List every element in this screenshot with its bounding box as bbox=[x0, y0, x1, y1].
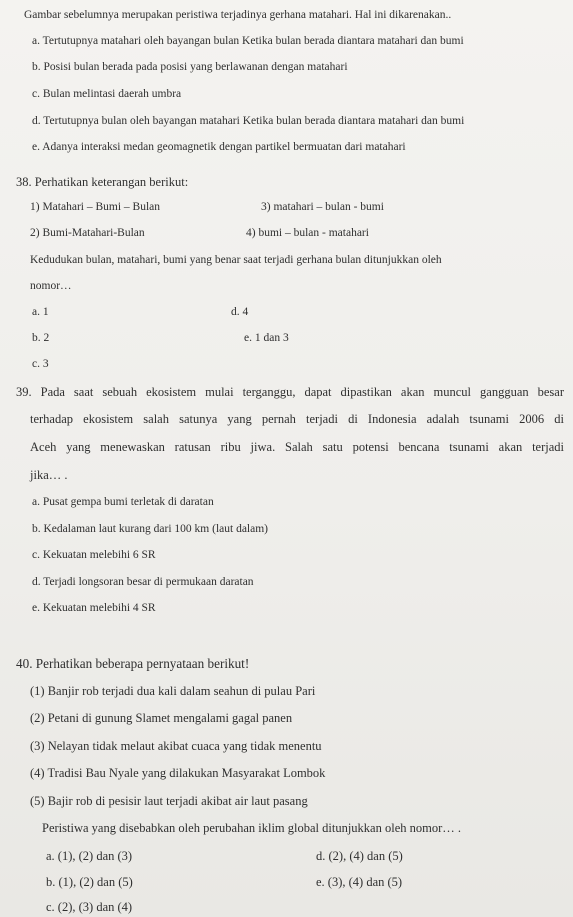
q40-title: 40. Perhatikan beberapa pernyataan berikut! bbox=[16, 656, 250, 671]
intro-option-e: e. Adanya interaksi medan geomagnetik dengan partikel bermuatan dari matahari bbox=[32, 141, 406, 153]
q40-option-e: e. (3), (4) dan (5) bbox=[316, 875, 403, 889]
intro-stem: Gambar sebelumnya merupakan peristiwa terjadinya gerhana matahari. Hal ini dikarenakan.. bbox=[24, 9, 452, 21]
intro-option-b: b. Posisi bulan berada pada posisi yang berlawanan dengan matahari bbox=[32, 61, 348, 73]
q38-option-d: d. 4 bbox=[231, 306, 249, 318]
q40-statement-5: (5) Bajir rob di pesisir laut terjadi akibat air laut pasang bbox=[30, 794, 308, 808]
q38-item-3: 3) matahari – bulan - bumi bbox=[261, 201, 384, 213]
q40-option-a: a. (1), (2) dan (3) bbox=[46, 849, 133, 863]
q38-item-4: 4) bumi – bulan - matahari bbox=[246, 227, 369, 239]
q40-option-c: c. (2), (3) dan (4) bbox=[46, 900, 133, 914]
q38-item-1: 1) Matahari – Bumi – Bulan bbox=[30, 201, 160, 213]
q38-question-line2: nomor… bbox=[30, 280, 72, 292]
q40-option-d: d. (2), (4) dan (5) bbox=[316, 849, 403, 863]
q39-option-c: c. Kekuatan melebihi 6 SR bbox=[32, 549, 156, 561]
q38-item-2: 2) Bumi-Matahari-Bulan bbox=[30, 227, 145, 239]
q39-option-b: b. Kedalaman laut kurang dari 100 km (laut dalam) bbox=[32, 523, 268, 535]
q39-line2: terhadap ekosistem salah satunya yang pernah terjadi di Indonesia adalah tsunami 2006 di bbox=[30, 412, 564, 426]
q40-statement-3: (3) Nelayan tidak melaut akibat cuaca yang tidak menentu bbox=[30, 739, 322, 753]
q39-line1: 39. Pada saat sebuah ekosistem mulai terganggu, dapat dipastikan akan muncul gangguan besar bbox=[16, 385, 564, 399]
intro-option-c: c. Bulan melintasi daerah umbra bbox=[32, 88, 182, 100]
q39-line3: Aceh yang menewaskan ratusan ribu jiwa. Salah satu potensi bencana tsunami akan terjadi bbox=[30, 440, 564, 454]
intro-option-d: d. Tertutupnya bulan oleh bayangan matahari Ketika bulan berada diantara matahari dan bumi bbox=[32, 115, 465, 127]
q38-option-b: b. 2 bbox=[32, 332, 50, 344]
q38-question-line1: Kedudukan bulan, matahari, bumi yang benar saat terjadi gerhana bulan ditunjukkan oleh bbox=[30, 254, 442, 266]
q40-option-b: b. (1), (2) dan (5) bbox=[46, 875, 133, 889]
q40-statement-2: (2) Petani di gunung Slamet mengalami gagal panen bbox=[30, 711, 293, 725]
q39-option-a: a. Pusat gempa bumi terletak di daratan bbox=[32, 496, 214, 508]
q40-statement-4: (4) Tradisi Bau Nyale yang dilakukan Masyarakat Lombok bbox=[30, 766, 326, 780]
q39-line4: jika… . bbox=[30, 468, 68, 482]
q38-title: 38. Perhatikan keterangan berikut: bbox=[16, 175, 189, 189]
q38-option-c: c. 3 bbox=[32, 358, 49, 370]
q40-statement-1: (1) Banjir rob terjadi dua kali dalam seahun di pulau Pari bbox=[30, 684, 316, 698]
intro-option-a: a. Tertutupnya matahari oleh bayangan bulan Ketika bulan berada diantara matahari dan bumi bbox=[32, 35, 464, 47]
q39-option-d: d. Terjadi longsoran besar di permukaan daratan bbox=[32, 576, 254, 588]
q39-option-e: e. Kekuatan melebihi 4 SR bbox=[32, 602, 156, 614]
q38-option-a: a. 1 bbox=[32, 306, 49, 318]
q40-question: Peristiwa yang disebabkan oleh perubahan iklim global ditunjukkan oleh nomor… . bbox=[42, 821, 462, 835]
q38-option-e: e. 1 dan 3 bbox=[244, 332, 289, 344]
